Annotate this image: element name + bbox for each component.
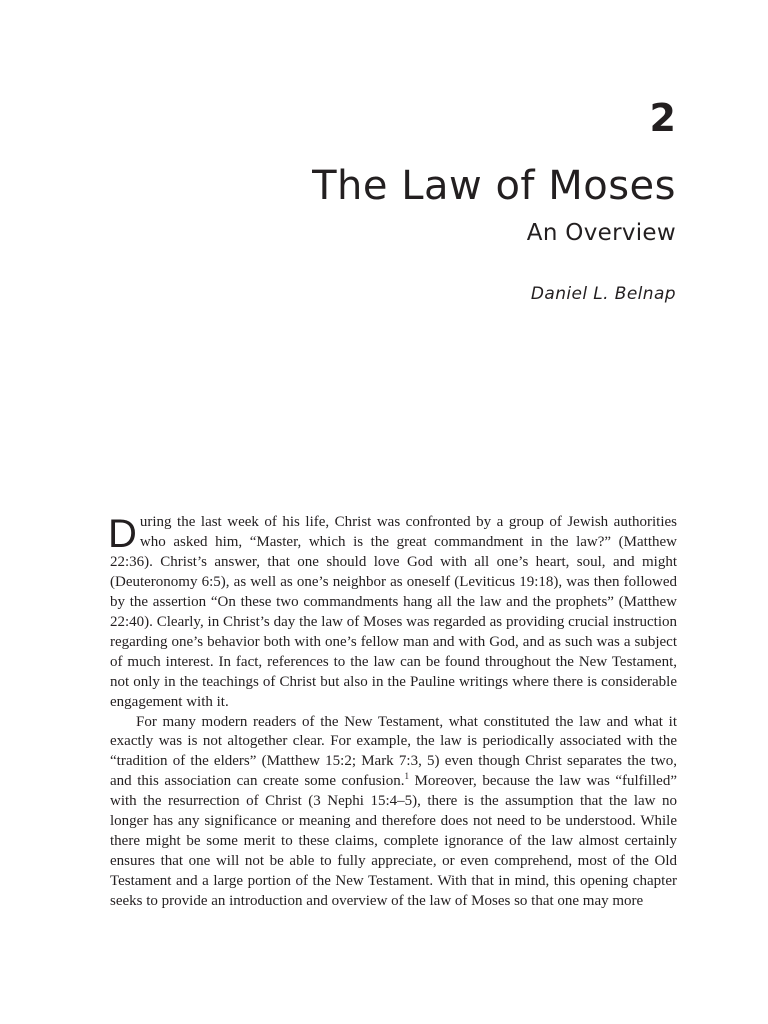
- paragraph-2: [110, 713, 677, 913]
- paragraph-1: [110, 513, 677, 713]
- paragraph-1-text: uring the last week of his life, Christ was confronted by a group of Jewish authorities who asked him, “Master, which is the great commandment in the law?” (Matthew 22:36). Christ’s answer, that one should love God with all one’s heart, soul, and might (Deuteronomy 6:5), as well as one’s neighbor as oneself (Leviticus 19:18), was then followed by the assertion “On these two commandments hang all the law and the prophets” (Matthew 22:40). Clearly, in Christ’s day the law of Moses was regarded as providing crucial instruction regarding one’s behavior both with one’s fellow man and with God, and as such was a subject of much interest. In fact, references to the law can be found throughout the New Testament, not only in the teachings of Christ but also in the Pauline writings where there is considerable engagement with it.: [110, 514, 677, 710]
- drop-cap: D: [108, 512, 137, 556]
- author-name: Daniel L. Belnap: [530, 284, 676, 304]
- paragraph-2-text-start: For many modern readers of the New Testament, what constituted the law and what it exactly was is not altogether clear. For example, the law is periodically associated with the “tradition of the elders” (Matthew 15:2; Mark 7:3, 5) even though Christ separates the two, and this association can create some confusion.: [110, 713, 677, 790]
- chapter-subtitle: An Overview: [526, 220, 676, 246]
- footnote-reference[interactable]: 1: [404, 771, 409, 782]
- chapter-number: 2: [649, 96, 676, 140]
- chapter-title: The Law of Moses: [312, 163, 676, 209]
- paragraph-2-text-end: Moreover, because the law was “fulfilled” with the resurrection of Christ (3 Nephi 15:4–5), there is the assumption that the law no longer has any significance or meaning and therefore does not need to be understood. While there might be some merit to these claims, complete ignorance of the law almost certainly ensures that one will not be able to fully appreciate, or even comprehend, most of the Old Testament and a large portion of the New Testament. With that in mind, this opening chapter seeks to provide an introduction and overview of the law of Moses so that one may more: [110, 773, 677, 910]
- body-text: [110, 513, 677, 912]
